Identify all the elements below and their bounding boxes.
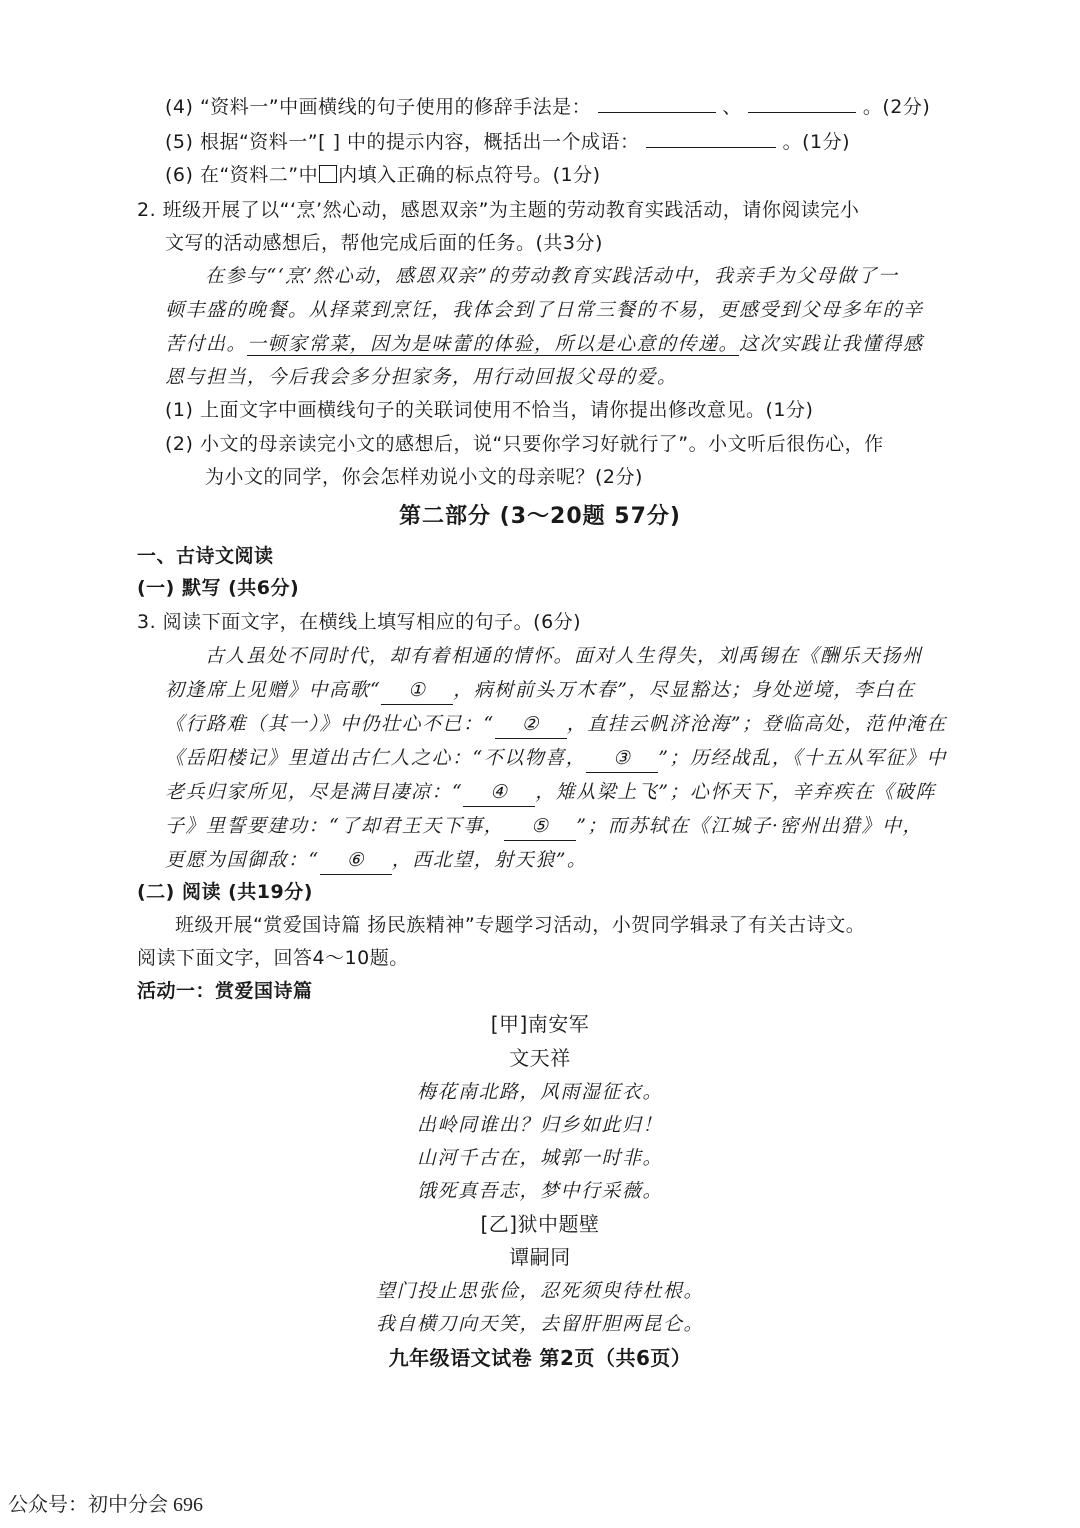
intro-line-1: 班级开展“赏爱国诗篇 扬民族精神”专题学习活动，小贺同学辑录了有关古诗文。 [175, 914, 866, 936]
q1-item4-score: 。(2分) [862, 96, 931, 118]
q1-item4-sep: 、 [722, 96, 742, 118]
fill-blank-6[interactable]: ⑥ [320, 846, 392, 875]
q3-text-4a: 《岳阳楼记》里道出古仁人之心：“不以物喜， [165, 747, 587, 769]
q1-item6-pre: (6) 在“资料二”中 [165, 164, 319, 186]
watermark-text: 公众号：初中分会 696 [8, 1494, 203, 1516]
fill-blank-3[interactable]: ③ [586, 744, 658, 773]
q2-passage-3 [165, 330, 924, 358]
q1-item5-text: (5) 根据“资料一”[ ] 中的提示内容，概括出一个成语： [165, 131, 640, 153]
q1-item4 [165, 92, 930, 121]
fill-blank-2[interactable]: ② [495, 710, 567, 739]
answer-blank[interactable] [748, 92, 856, 113]
q2-passage-3-pre: 苦付出。 [165, 333, 248, 355]
q3-text-1: 古人虽处不同时代，却有着相通的情怀。面对人生得失，刘禹锡在《酬乐天扬州 [205, 645, 923, 667]
answer-blank[interactable] [646, 127, 776, 148]
q1-item5-score: 。(1分) [782, 131, 851, 153]
intro-line-2: 阅读下面文字，回答4～10题。 [137, 947, 409, 969]
q3-text-6b: ”；而苏轼在《江城子·密州出猎》中， [576, 815, 923, 837]
poem-a-line: 梅花南北路，风雨湿征衣。 [416, 1081, 663, 1103]
q3-text-3a: 《行路难（其一）》中仍壮心不已：“ [165, 713, 495, 735]
q3-text-5 [165, 778, 936, 807]
subsection-heading: (一) 默写 (共6分) [137, 577, 300, 599]
q3-text-2 [165, 676, 915, 705]
fill-blank-1[interactable]: ① [381, 676, 453, 705]
q1-item6 [165, 161, 601, 189]
q2-passage-1: 在参与“‘烹’然心动，感恩双亲”的劳动教育实践活动中，我亲手为父母做了一 [205, 265, 899, 287]
q3-text-6a: 子》里誓要建功：“了却君王天下事， [165, 815, 505, 837]
poem-b-title: [乙]狱中题壁 [480, 1212, 600, 1236]
poem-b-author: 谭嗣同 [509, 1245, 571, 1269]
punctuation-box[interactable] [319, 165, 337, 183]
subsection-heading: (二) 阅读 (共19分) [137, 881, 313, 903]
q2-task-2-line2: 为小文的同学，你会怎样劝说小文的母亲呢？(2分) [205, 466, 643, 488]
poem-a-line: 饿死真吾志，梦中行采薇。 [416, 1180, 663, 1202]
q2-passage-4: 恩与担当，今后我会多分担家务，用行动回报父母的爱。 [165, 366, 678, 388]
q3-text-2a: 初逢席上见赠》中高歌“ [165, 679, 382, 701]
q3-text-4b: ”；历经战乱，《十五从军征》中 [658, 747, 947, 769]
poem-a-author: 文天祥 [509, 1046, 571, 1070]
q3-text-5b: ，雉从梁上飞”；心怀天下，辛弃疾在《破阵 [535, 781, 936, 803]
q2-stem-2: 文写的活动感想后，帮他完成后面的任务。(共3分) [165, 232, 603, 254]
q3-text-3 [165, 710, 947, 739]
poem-b-line: 望门投止思张俭，忍死须臾待杜根。 [375, 1280, 704, 1302]
q2-passage-3-post: 这次实践让我懂得感 [739, 333, 924, 355]
fill-blank-5[interactable]: ⑤ [504, 812, 576, 841]
answer-blank[interactable] [598, 92, 716, 113]
q2-task-1: (1) 上面文字中画横线句子的关联词使用不恰当，请你提出修改意见。(1分) [165, 399, 814, 421]
q2-task-2-line1: (2) 小文的母亲读完小文的感想后，说“只要你学习好就行了”。小文听后很伤心，作 [165, 433, 884, 455]
q3-text-5a: 老兵归家所见，尽是满目凄凉：“ [165, 781, 464, 803]
section-heading: 一、古诗文阅读 [137, 545, 274, 567]
page-footer: 九年级语文试卷 第2页（共6页） [388, 1346, 692, 1370]
poem-a-title: [甲]南安军 [490, 1012, 590, 1036]
activity-heading: 活动一：赏爱国诗篇 [137, 980, 313, 1002]
q1-item5 [165, 127, 850, 156]
fill-blank-4[interactable]: ④ [463, 778, 535, 807]
poem-a-line: 山河千古在，城郭一时非。 [416, 1147, 663, 1169]
q2-stem-1: 2. 班级开展了以“‘烹’然心动，感恩双亲”为主题的劳动教育实践活动，请你阅读完小 [137, 199, 860, 221]
part2-title: 第二部分 (3～20题 57分) [399, 504, 681, 529]
q3-text-7 [165, 846, 587, 875]
underlined-sentence: 一顿家常菜，因为是味蕾的体验，所以是心意的传递。 [247, 333, 740, 355]
poem-b-line: 我自横刀向天笑，去留肝胆两昆仑。 [375, 1313, 704, 1335]
poem-a-line: 出岭同谁出？归乡如此归！ [416, 1114, 663, 1136]
q3-text-7a: 更愿为国御敌：“ [165, 849, 320, 871]
q3-text-3b: ，直挂云帆济沧海”；登临高处，范仲淹在 [566, 713, 947, 735]
q3-text-7b: ，西北望，射天狼”。 [391, 849, 588, 871]
q3-text-4 [165, 744, 947, 773]
q3-stem: 3. 阅读下面文字，在横线上填写相应的句子。(6分) [137, 611, 582, 633]
q1-item4-text: (4) “资料一”中画横线的句子使用的修辞手法是： [165, 96, 592, 118]
q1-item6-post: 内填入正确的标点符号。(1分) [338, 164, 601, 186]
q3-text-2b: ，病树前头万木春”，尽显豁达；身处逆境，李白在 [453, 679, 916, 701]
q3-text-6 [165, 812, 923, 841]
q2-passage-2: 顿丰盛的晚餐。从择菜到烹饪，我体会到了日常三餐的不易，更感受到父母多年的辛 [165, 299, 924, 321]
